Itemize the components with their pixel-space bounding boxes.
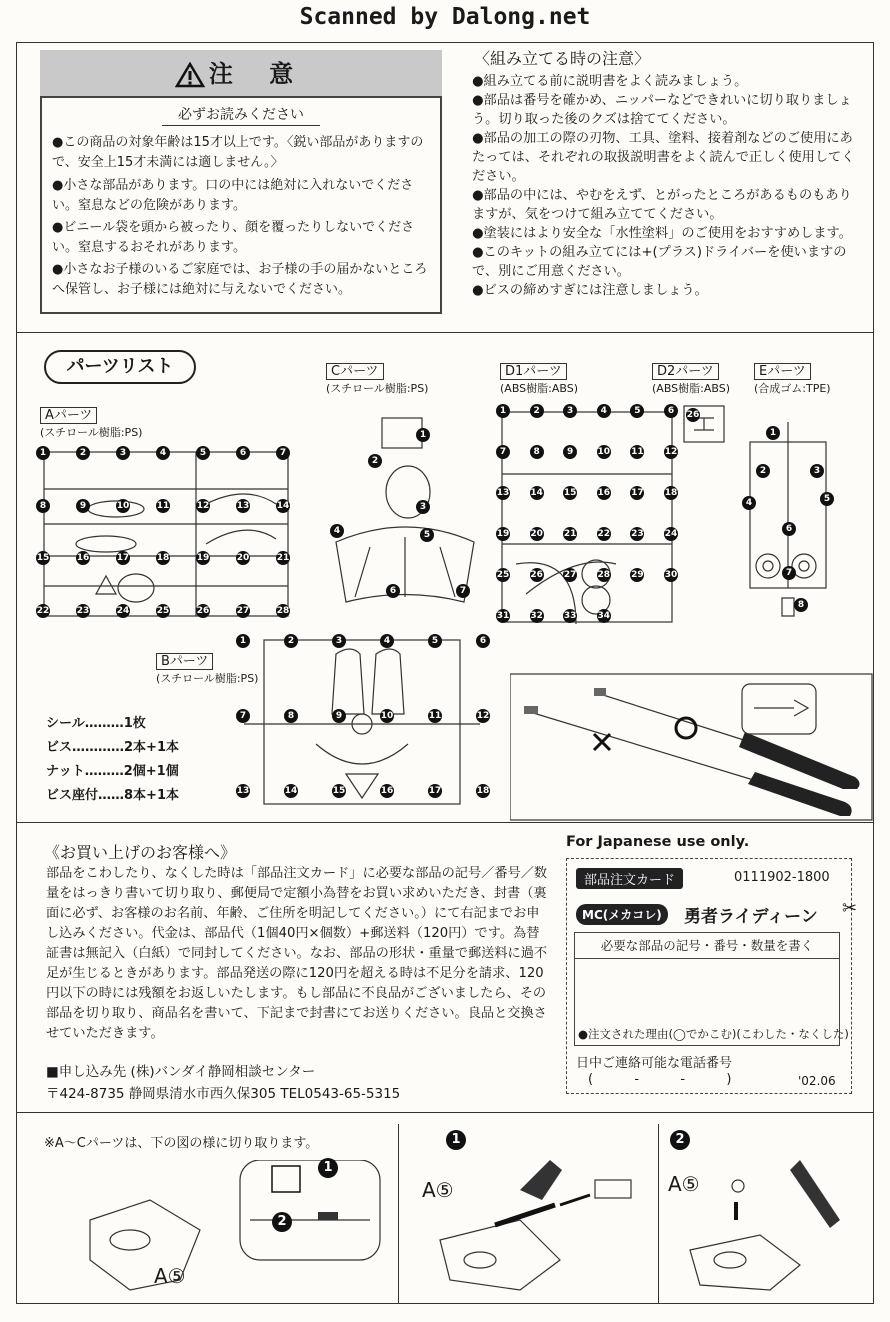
parts-d1-label-group (500, 360, 578, 396)
part-number-badge: 16 (380, 786, 394, 796)
part-number-badge: 22 (597, 529, 611, 539)
assembly-title: 〈組み立てる時の注意〉 (474, 49, 651, 68)
part-number-badge: 22 (36, 606, 50, 616)
part-number-badge: 5 (420, 528, 434, 542)
part-number-badge: 13 (236, 786, 250, 796)
part-number-badge: 5 (196, 446, 210, 460)
parts-d2-label-group (652, 360, 730, 396)
cutting-diagram (60, 1160, 390, 1300)
part-number-badge: 30 (664, 570, 678, 580)
step-2-badge: 2 (670, 1130, 690, 1150)
part-number-badge: 6 (236, 446, 250, 460)
divider-bottom (16, 1112, 874, 1113)
part-number-badge: 4 (742, 496, 756, 510)
part-number-badge: 7 (276, 446, 290, 460)
part-number-badge: 11 (156, 500, 170, 511)
part-number-badge: 26 (196, 606, 210, 616)
step-1-badge-small: 1 (318, 1158, 338, 1178)
part-number-badge: 6 (782, 522, 796, 536)
part-number-badge: 15 (563, 488, 577, 498)
parts-a-material: (スチロール樹脂:PS) (40, 426, 143, 439)
divider-mid (16, 822, 874, 823)
order-reason: ●注文された理由(◯でかこむ)(こわした・なくした) (578, 1027, 849, 1041)
part-number-badge: 4 (330, 524, 344, 538)
part-number-badge: 6 (664, 404, 678, 418)
footer-divider-2 (658, 1124, 659, 1304)
a5-label-2: A⑤ (422, 1178, 454, 1202)
part-number-badge: 17 (428, 786, 442, 796)
address: 〒424-8735 静岡県清水市西久保305 TEL0543-65-5315 (46, 1086, 401, 1102)
part-number-badge: 6 (476, 634, 490, 648)
part-number-badge: 21 (276, 553, 290, 564)
part-number-badge: 3 (116, 446, 130, 460)
caution-item-3: ●ビニール袋を頭から被ったり、顔を覆ったりしないでください。窒息するおそれがあります。 (52, 220, 415, 255)
assembly-item-7: ●ビスの締めすぎには注意しましょう。 (472, 283, 708, 298)
runner-d1-numbers (496, 404, 682, 626)
part-number-badge: 14 (284, 786, 298, 796)
footer-divider-1 (398, 1124, 399, 1304)
part-number-badge: 33 (563, 611, 577, 621)
caution-item-1: ●この商品の対象年齢は15才以上です。〈鋭い部品がありますので、安全上15才未満には適しません。〉 (52, 135, 424, 170)
caution-item-4: ●小さなお子様のいるご家庭では、お子様の手の届かないところへ保管し、お子様には絶対に与えないでください。 (52, 262, 428, 297)
must-read-heading: 必ずお読みください (40, 104, 442, 124)
parts-b-material: (スチロール樹脂:PS) (156, 672, 259, 685)
runner-a-numbers (36, 444, 298, 624)
card-label: 部品注文カード (576, 868, 683, 889)
part-number-badge: 17 (631, 488, 644, 498)
part-number-badge: 23 (631, 529, 644, 539)
part-number-badge: 2 (368, 454, 382, 468)
needed-parts-label: 必要な部品の記号・番号・数量を書く (574, 932, 840, 959)
mc-badge: MC(メカコレ) (576, 904, 668, 925)
part-number-badge: 19 (196, 553, 210, 564)
parts-b-label: Bパーツ (156, 653, 213, 670)
parts-d2-material: (ABS樹脂:ABS) (652, 382, 731, 395)
part-number-badge: 7 (456, 584, 470, 598)
runner-b-numbers (236, 634, 488, 806)
product-name: 勇者ライディーン (684, 907, 818, 927)
parts-a-label: Aパーツ (40, 407, 97, 424)
part-number-badge: 28 (597, 570, 611, 580)
part-number-badge: 8 (284, 709, 298, 723)
part-number-badge: 18 (156, 553, 170, 564)
part-number-badge: 3 (563, 404, 577, 418)
apply-to: ■申し込み先 (株)バンダイ静岡相談センター (46, 1064, 316, 1080)
part-number-badge: 8 (794, 598, 808, 612)
part-number-badge: 1 (766, 426, 780, 440)
assembly-list (472, 72, 856, 300)
parts-d2-label: D2パーツ (652, 363, 719, 380)
divider-top (16, 332, 874, 333)
scissors-icon: ✂ (842, 898, 858, 919)
part-number-badge: 13 (496, 488, 510, 498)
order-body: 部品をこわしたり、なくした時は「部品注文カード」に必要な部品の記号／番号／数量をはっきり書いて切り取り、郵便局で定額小為替をお買い求めいただき、封書（裏面に必ず、お客様のお名前、年齢、ご住所を明記してください。）にて右記までお申し込みください。代金は、部品代（1個40円×個数）+郵送料（120円）です。為替証書は無記入（白紙）で同封してください。なお、部品の形状・重量で郵送料に過不足が生じるときがあります。部品発送の際に120円を超える時は不足分を請求、120円以下の時には残額をお返しいたします。もし部品に不良品がございましたら、その部品を切り取り、商品名を書いて、下記まで封書にてお送りください。良品と交換させていただきます。 (46, 866, 548, 1041)
part-number-badge: 5 (428, 634, 442, 648)
part-number-badge: 15 (36, 553, 50, 564)
part-number-badge: 1 (36, 446, 50, 460)
card-code: 0111902-1800 (734, 870, 830, 885)
part-number-badge: 12 (476, 711, 490, 721)
part-number-badge: 5 (630, 404, 644, 418)
part-number-badge: 18 (476, 786, 490, 796)
part-number-badge: 27 (236, 606, 250, 616)
a5-label-1: A⑤ (154, 1264, 186, 1288)
runner-c-numbers (330, 412, 480, 612)
part-number-badge: 11 (631, 447, 644, 457)
parts-c-material: (スチロール樹脂:PS) (326, 382, 429, 395)
cutting-note: ※A～Cパーツは、下の図の様に切り取ります。 (44, 1136, 319, 1151)
screwdriver-illustration (510, 672, 874, 822)
part-number-badge: 8 (530, 445, 544, 459)
part-number-badge: 7 (236, 709, 250, 723)
part-number-badge: 18 (664, 488, 678, 498)
part-number-badge: 27 (563, 570, 577, 580)
parts-c-label: Cパーツ (326, 363, 384, 380)
parts-e-label: Eパーツ (754, 363, 811, 380)
scanner-watermark: Scanned by Dalong.net (299, 4, 591, 30)
part-number-badge: 16 (76, 553, 90, 564)
parts-d1-label: D1パーツ (500, 363, 567, 380)
runner-d2-numbers (682, 404, 728, 448)
japan-only-note: For Japanese use only. (566, 834, 750, 850)
part-number-badge: 20 (236, 553, 250, 564)
part-number-badge: 9 (332, 709, 346, 723)
part-number-badge: 8 (36, 499, 50, 513)
caution-item-2: ●小さな部品があります。口の中には絶対に入れないでください。窒息などの危険があります。 (52, 178, 414, 213)
step-1-diagram (420, 1150, 650, 1300)
step-2-badge-small: 2 (272, 1212, 292, 1232)
parts-e-material: (合成ゴム:TPE) (754, 382, 831, 395)
part-number-badge: 12 (664, 447, 678, 457)
part-number-badge: 9 (76, 499, 90, 513)
part-number-badge: 11 (428, 711, 442, 721)
part-number-badge: 9 (563, 445, 577, 459)
assembly-item-1: ●組み立てる前に説明書をよく読みましょう。 (472, 74, 748, 89)
spec-washer-screw: ビス座付……8本+1本 (46, 788, 179, 803)
part-number-badge: 19 (496, 529, 510, 539)
part-number-badge: 10 (380, 711, 394, 721)
part-number-badge: 14 (530, 488, 543, 498)
parts-a-label-group (40, 404, 142, 440)
spec-screw: ビス…………2本+1本 (46, 740, 179, 755)
part-number-badge: 31 (496, 611, 510, 621)
part-number-badge: 13 (236, 500, 250, 511)
part-number-badge: 14 (276, 500, 290, 511)
part-number-badge: 28 (276, 606, 290, 616)
part-number-badge: 1 (416, 428, 430, 442)
caution-header (40, 50, 442, 98)
part-number-badge: 5 (820, 492, 834, 506)
parts-e-label-group (754, 360, 831, 396)
assembly-item-6: ●このキットの組み立てには+(プラス)ドライバーを使いますので、別にご用意ください。 (472, 245, 847, 279)
card-date: '02.06 (798, 1074, 836, 1088)
part-number-badge: 6 (386, 584, 400, 598)
part-number-badge: 2 (756, 464, 770, 478)
part-number-badge: 32 (530, 611, 543, 621)
part-number-badge: 3 (332, 634, 346, 648)
part-number-badge: 3 (416, 500, 430, 514)
part-number-badge: 1 (496, 404, 510, 418)
assembly-item-5: ●塗装にはより安全な「水性塗料」のご使用をおすすめします。 (472, 226, 852, 241)
part-number-badge: 4 (156, 446, 170, 460)
part-number-badge: 23 (76, 606, 90, 616)
part-number-badge: 26 (530, 570, 543, 580)
order-title: 《お買い上げのお客様へ》 (44, 843, 237, 862)
part-number-badge: 2 (284, 634, 298, 648)
part-number-badge: 25 (496, 570, 510, 580)
spec-nut: ナット………2個+1個 (46, 764, 179, 779)
caution-title: 注 意 (208, 60, 308, 88)
phone-label: 日中ご連絡可能な電話番号 (576, 1056, 733, 1071)
part-number-badge: 2 (530, 404, 544, 418)
part-number-badge: 12 (196, 500, 210, 511)
a5-label-3: A⑤ (668, 1172, 700, 1196)
accessory-list (46, 712, 179, 808)
part-number-badge: 2 (76, 446, 90, 460)
part-number-badge: 20 (530, 529, 543, 539)
part-number-badge: 3 (810, 464, 824, 478)
assembly-item-4: ●部品の中には、やむをえず、とがったところがあるものもありますが、気をつけて組み立ててください。 (472, 188, 852, 222)
step-1-badge: 1 (446, 1130, 466, 1150)
assembly-item-3: ●部品の加工の際の刃物、工具、塗料、接着剤などのご使用にあたっては、それぞれの取扱説明書をよく読んで正しく使用してください。 (472, 131, 855, 184)
phone-field[interactable]: ( - - ) (588, 1072, 732, 1087)
assembly-item-2: ●部品は番号を確かめ、ニッパーなどできれいに切り取りましょう。切り取った後のクズは捨ててください。 (472, 93, 852, 127)
part-number-badge: 21 (563, 529, 577, 539)
part-number-badge: 24 (116, 606, 130, 616)
runner-e-numbers (742, 412, 832, 622)
part-number-badge: 7 (782, 566, 796, 580)
part-number-badge: 17 (116, 553, 130, 564)
spec-seal: シール………1枚 (46, 716, 146, 731)
part-number-badge: 4 (597, 404, 611, 418)
parts-c-label-group (326, 360, 428, 396)
part-number-badge: 4 (380, 634, 394, 648)
part-number-badge: 25 (156, 606, 170, 616)
part-number-badge: 1 (236, 634, 250, 648)
part-number-badge: 34 (597, 611, 611, 621)
part-number-badge: 16 (597, 488, 611, 498)
part-number-badge: 29 (631, 570, 644, 580)
parts-list-title: パーツリスト (44, 350, 196, 384)
part-number-badge: 10 (597, 447, 611, 457)
part-number-badge: 15 (332, 786, 346, 796)
step-2-diagram (680, 1150, 870, 1300)
ng-cross-icon (594, 734, 610, 750)
part-number-badge: 26 (686, 410, 700, 420)
part-number-badge: 24 (664, 529, 678, 539)
parts-d1-material: (ABS樹脂:ABS) (500, 382, 579, 395)
part-number-badge: 10 (116, 500, 130, 511)
warning-icon (175, 62, 205, 88)
part-number-badge: 7 (496, 445, 510, 459)
